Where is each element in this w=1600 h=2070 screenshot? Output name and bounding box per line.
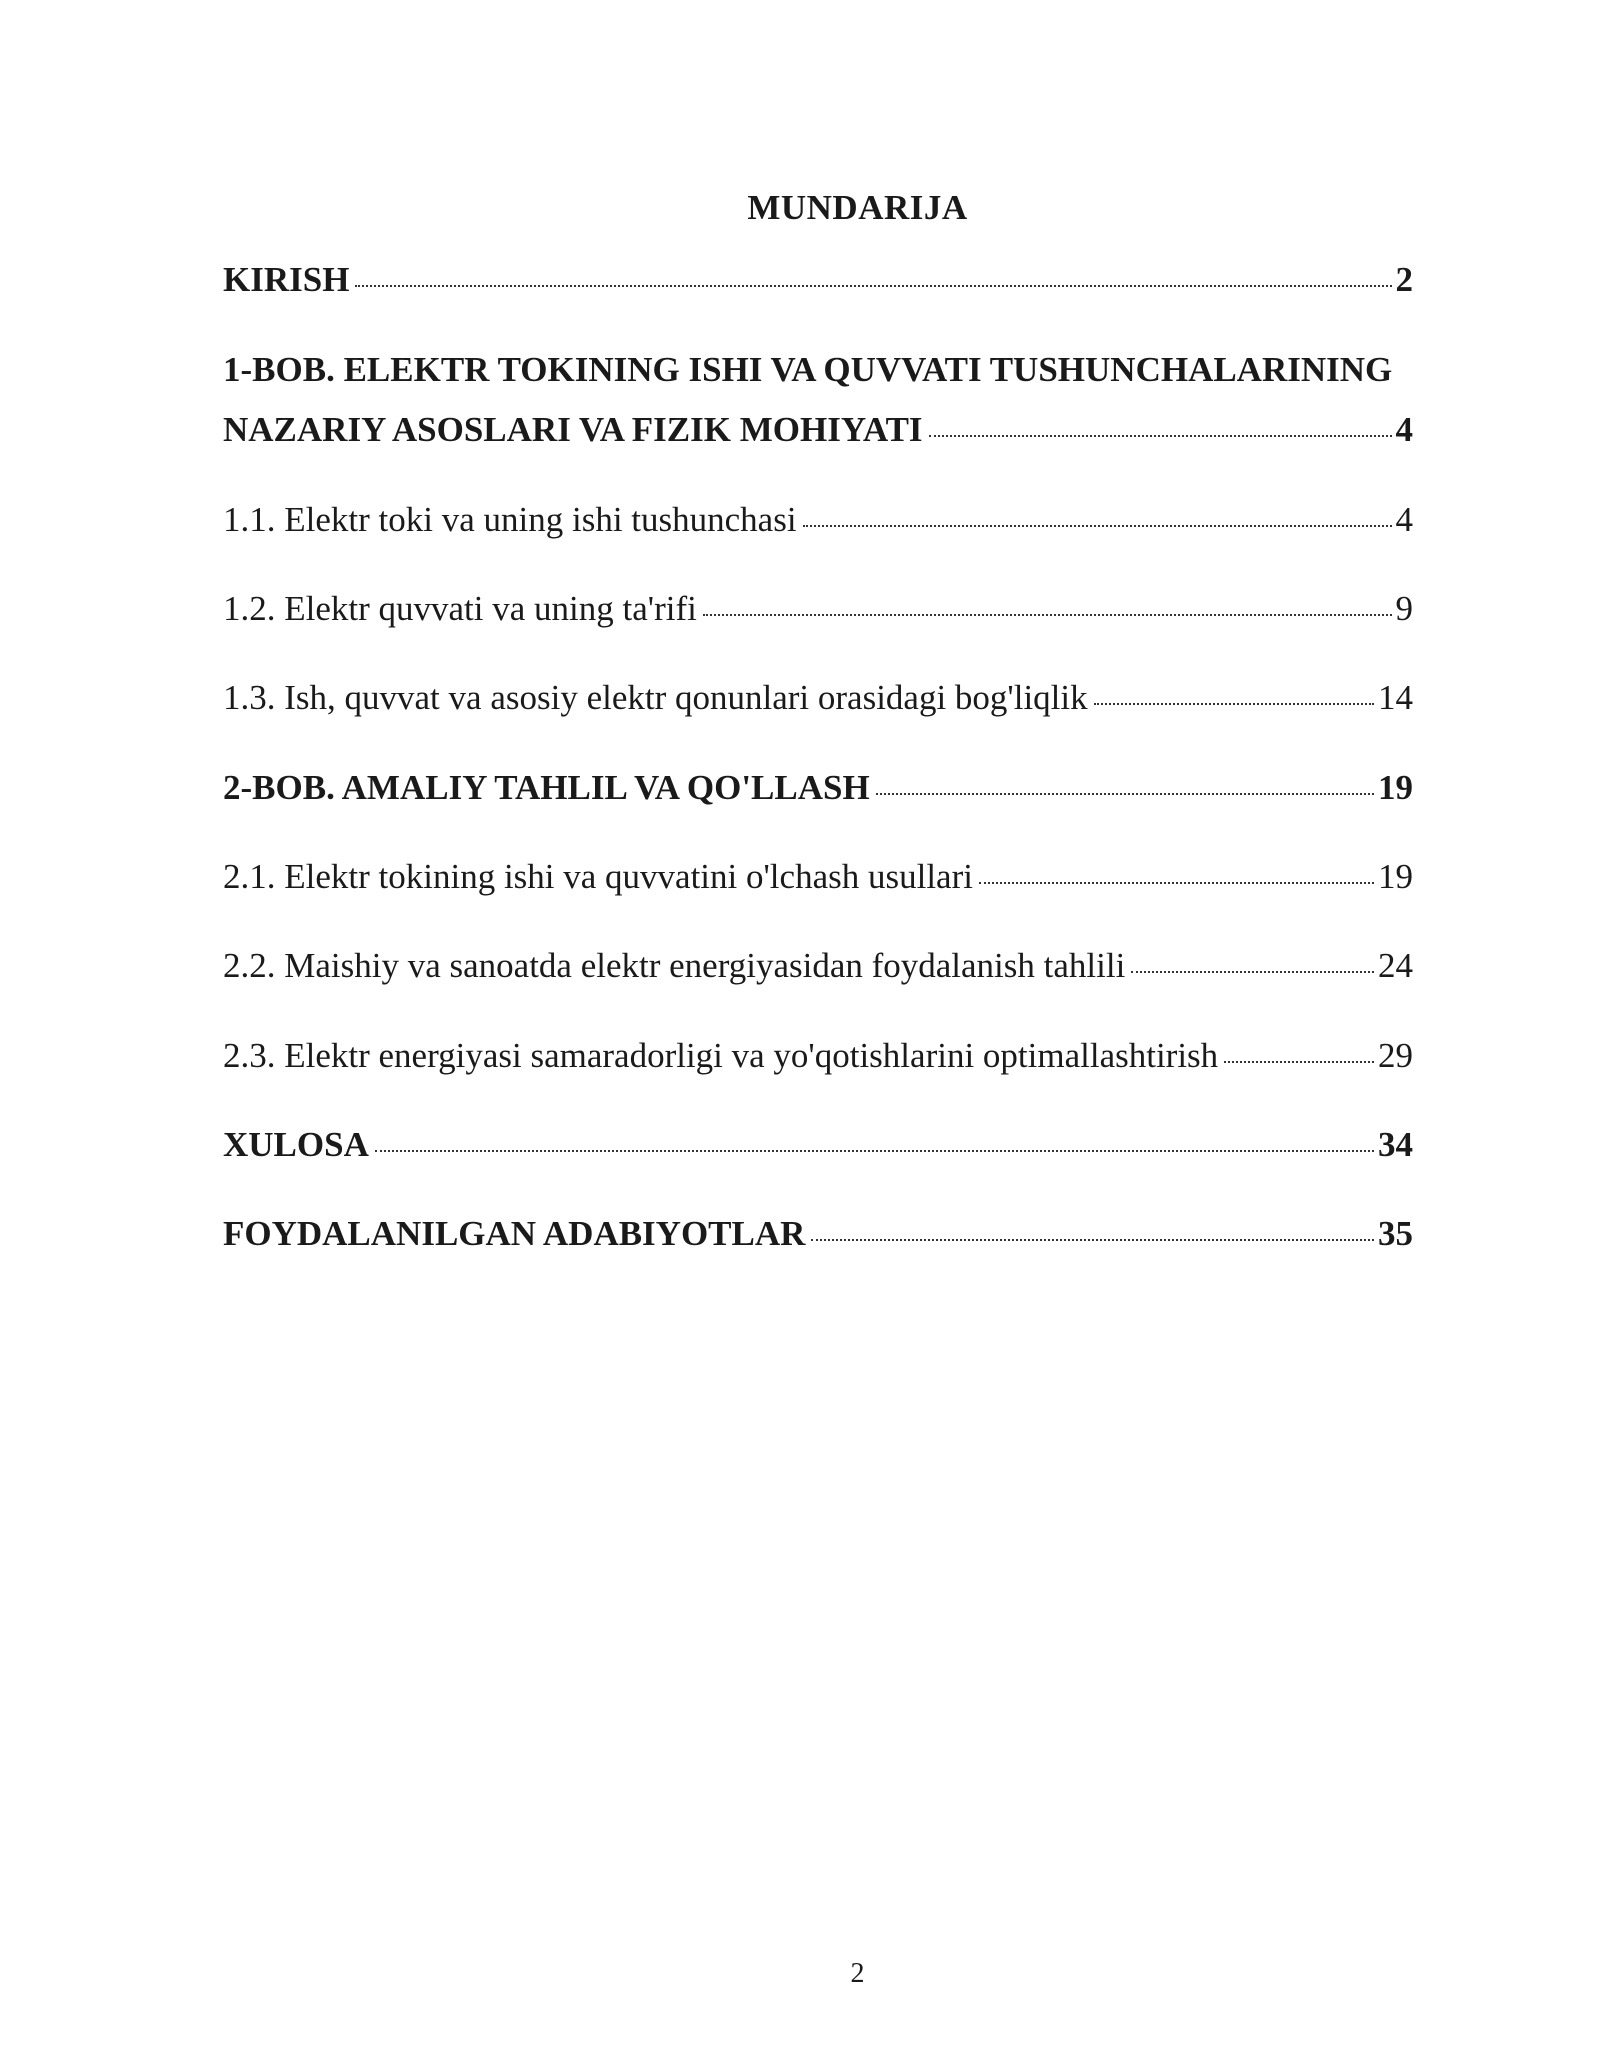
toc-entry-label: 2.1. Elektr tokining ishi va quvvatini o'lchash usullari: [223, 857, 973, 896]
toc-entry-section-1-3[interactable]: [223, 680, 1413, 715]
toc-entry-label: 1.2. Elektr quvvati va uning ta'rifi: [223, 589, 697, 628]
toc-entry-label: FOYDALANILGAN ADABIYOTLAR: [223, 1214, 806, 1253]
toc-entry-page: 14: [1378, 678, 1413, 717]
toc-entry-page: 29: [1378, 1036, 1413, 1075]
toc-entry-label: 2.3. Elektr energiyasi samaradorligi va yo'qotishlarini optimallashtirish: [223, 1036, 1219, 1075]
toc-entry-label: XULOSA: [223, 1125, 369, 1164]
toc-entry-page: 24: [1378, 946, 1413, 985]
toc-entry-section-2-1[interactable]: [223, 859, 1413, 894]
toc-entry-page: 34: [1378, 1125, 1413, 1164]
page-title: MUNDARIJA: [747, 188, 968, 227]
toc-entry-kirish[interactable]: [223, 262, 1413, 297]
toc-entry-label: 1.3. Ish, quvvat va asosiy elektr qonunlari orasidagi bog'liqlik: [223, 678, 1088, 717]
toc-entry-page: 2: [1395, 260, 1413, 299]
toc-entry-page: 19: [1378, 768, 1413, 807]
toc-entry-section-1-2[interactable]: [223, 591, 1413, 626]
toc-entry-chapter1-line1[interactable]: 1-BOB. ELEKTR TOKINING ISHI VA QUVVATI TUSHUNCHALARINING: [223, 350, 1393, 389]
toc-entry-section-2-3[interactable]: [223, 1038, 1413, 1073]
toc-entry-page: 4: [1395, 500, 1413, 539]
dot-leader: [355, 285, 1391, 287]
toc-entry-adabiyotlar[interactable]: [223, 1216, 1413, 1251]
dot-leader: [979, 882, 1374, 884]
dot-leader: [1094, 703, 1374, 705]
toc-entry-label: 2.2. Maishiy va sanoatda elektr energiyasidan foydalanish tahlili: [223, 946, 1126, 985]
dot-leader: [375, 1150, 1374, 1152]
dot-leader: [876, 793, 1374, 795]
toc-entry-section-1-1[interactable]: [223, 502, 1413, 537]
dot-leader: [803, 525, 1392, 527]
toc-entry-chapter1[interactable]: [223, 412, 1413, 447]
dot-leader: [811, 1239, 1374, 1241]
dot-leader: [1131, 971, 1374, 973]
dot-leader: [703, 614, 1392, 616]
toc-entry-page: 35: [1378, 1214, 1413, 1253]
toc-entry-page: 4: [1395, 410, 1413, 449]
toc-entry-page: 19: [1378, 857, 1413, 896]
toc-entry-label: 1.1. Elektr toki va uning ishi tushunchasi: [223, 500, 797, 539]
toc-entry-page: 9: [1395, 589, 1413, 628]
toc-entry-section-2-2[interactable]: [223, 948, 1413, 983]
dot-leader: [1224, 1061, 1374, 1063]
dot-leader: [929, 435, 1392, 437]
toc-entry-xulosa[interactable]: [223, 1127, 1413, 1162]
toc-entry-chapter2[interactable]: [223, 770, 1413, 805]
toc-entry-label: KIRISH: [223, 260, 350, 299]
toc-entry-label: 2-BOB. AMALIY TAHLIL VA QO'LLASH: [223, 768, 870, 807]
page-number: 2: [850, 1958, 865, 1989]
toc-entry-label: NAZARIY ASOSLARI VA FIZIK MOHIYATI: [223, 410, 923, 449]
